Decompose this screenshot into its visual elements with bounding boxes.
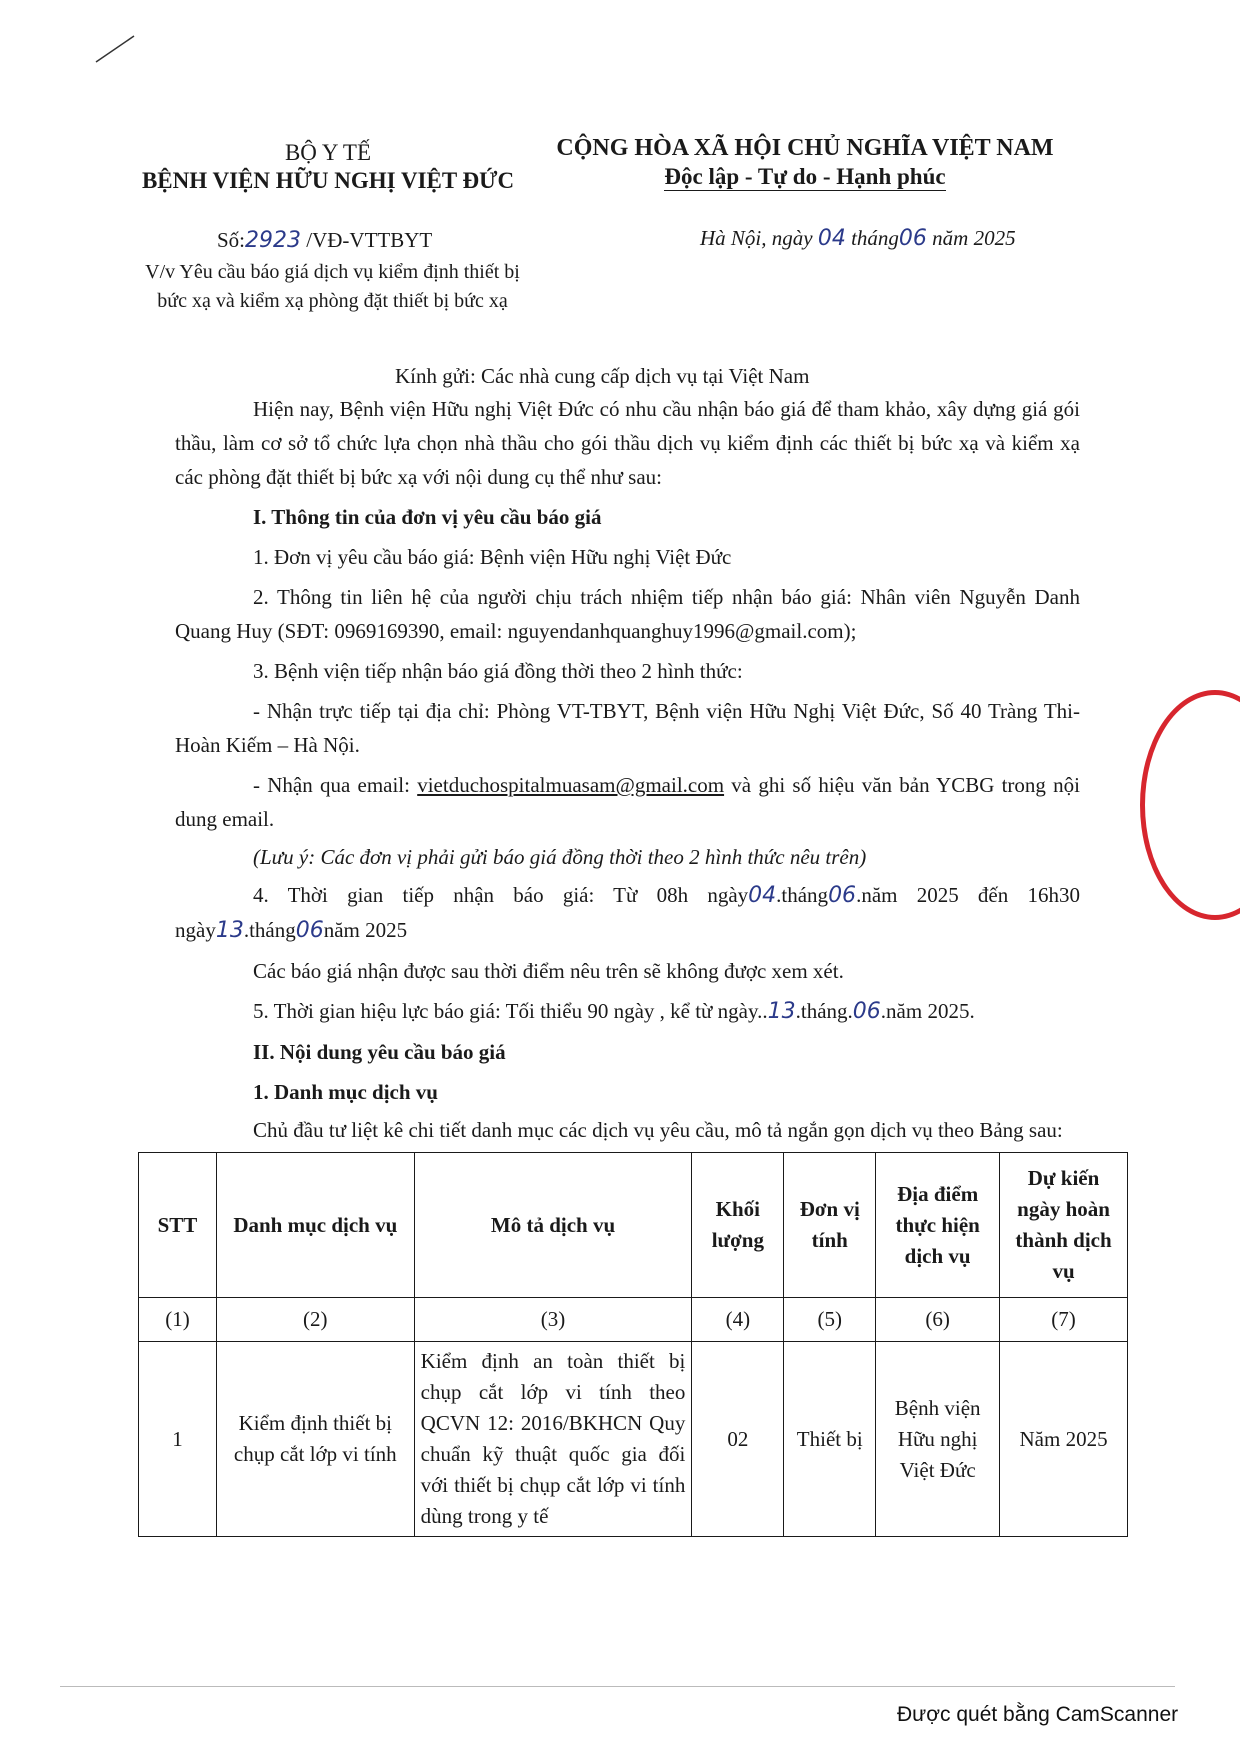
item4 bbox=[175, 878, 1080, 948]
header-unit: Đơn vị tính bbox=[784, 1153, 876, 1298]
pen-mark-icon bbox=[92, 30, 142, 70]
cell-service-description: Kiểm định an toàn thiết bị chụp cắt lớp vi tính theo QCVN 12: 2016/BKHCN Quy chuẩn kỹ thuật quốc gia đối với thiết bị chụp cắt lớp vi tính dùng trong y tế bbox=[414, 1342, 692, 1537]
item4-text-b: .tháng bbox=[776, 883, 829, 907]
table-row bbox=[139, 1342, 1128, 1537]
col-number: (4) bbox=[692, 1298, 784, 1342]
item3b bbox=[175, 768, 1080, 836]
cell-expected-completion: Năm 2025 bbox=[1000, 1342, 1128, 1537]
body-content bbox=[175, 392, 1080, 1147]
date-mid: tháng bbox=[845, 226, 899, 250]
document-subject: V/v Yêu cầu báo giá dịch vụ kiểm định thiết bị bức xạ và kiểm xạ phòng đặt thiết bị bức xạ bbox=[145, 261, 520, 312]
col-number: (1) bbox=[139, 1298, 217, 1342]
item3b-suffix: và ghi số hiệu văn bản YCBG trong nội dung email. bbox=[175, 773, 1080, 831]
item4-text-a: 4. Thời gian tiếp nhận báo giá: Từ 08h ngày bbox=[253, 883, 749, 907]
scan-edge-divider bbox=[60, 1686, 1175, 1687]
item3b-prefix: - Nhận qua email: bbox=[253, 773, 418, 797]
item5-day: 13 bbox=[767, 999, 796, 1024]
item5-month: 06 bbox=[852, 999, 881, 1024]
subsection1-title: 1. Danh mục dịch vụ bbox=[253, 1080, 438, 1104]
item4-month1: 06 bbox=[828, 883, 857, 908]
item4-day1: 04 bbox=[748, 883, 777, 908]
table-header-row bbox=[139, 1153, 1128, 1298]
document-number bbox=[217, 228, 432, 253]
section2-title: II. Nội dung yêu cầu báo giá bbox=[253, 1040, 506, 1064]
ministry-name: BỘ Y TẾ bbox=[284, 140, 372, 165]
country-name: CỘNG HÒA XÃ HỘI CHỦ NGHĨA VIỆT NAM bbox=[556, 135, 1054, 161]
table-intro: Chủ đầu tư liệt kê chi tiết danh mục các dịch vụ yêu cầu, mô tả ngắn gọn dịch vụ theo Bảng sau: bbox=[253, 1118, 1063, 1142]
item4-month2: 06 bbox=[295, 918, 324, 943]
header-location: Địa điểm thực hiện dịch vụ bbox=[876, 1153, 1000, 1298]
col-number: (7) bbox=[1000, 1298, 1128, 1342]
cell-location: Bệnh viện Hữu nghị Việt Đức bbox=[876, 1342, 1000, 1537]
date-suffix: năm 2025 bbox=[926, 226, 1016, 250]
red-stamp-icon bbox=[1140, 690, 1240, 920]
cell-stt: 1 bbox=[139, 1342, 217, 1537]
item5 bbox=[175, 994, 1080, 1029]
doc-no-handwritten: 2923 bbox=[245, 228, 302, 253]
item5-text-c: .năm 2025. bbox=[880, 999, 975, 1023]
camscanner-watermark: Được quét bằng CamScanner bbox=[897, 1703, 1179, 1726]
item4-text-d: .tháng bbox=[243, 918, 296, 942]
item3a: - Nhận trực tiếp tại địa chỉ: Phòng VT-TBYT, Bệnh viện Hữu Nghị Việt Đức, Số 40 Tràng Thi- Hoàn Kiếm – Hà Nội. bbox=[175, 699, 1080, 757]
motto: Độc lập - Tự do - Hạnh phúc bbox=[664, 164, 946, 189]
document-date bbox=[700, 226, 1016, 251]
email-link[interactable]: vietduchospitalmuasam@gmail.com bbox=[417, 773, 725, 797]
col-number: (2) bbox=[216, 1298, 414, 1342]
date-month: 06 bbox=[898, 226, 927, 251]
item1: 1. Đơn vị yêu cầu báo giá: Bệnh viện Hữu nghị Việt Đức bbox=[253, 545, 732, 569]
header-quantity: Khối lượng bbox=[692, 1153, 784, 1298]
header-stt: STT bbox=[139, 1153, 217, 1298]
item4-text-c: .năm 2025 đến 16h30 ngày bbox=[175, 883, 1080, 942]
table-number-row bbox=[139, 1298, 1128, 1342]
doc-no-prefix: Số: bbox=[217, 228, 246, 252]
col-number: (6) bbox=[876, 1298, 1000, 1342]
item2: 2. Thông tin liên hệ của người chịu trách nhiệm tiếp nhận báo giá: Nhân viên Nguyễn Danh Quang Huy (SĐT: 0969169390, email: nguyendanhquanghuy1996@gmail.com); bbox=[175, 585, 1080, 643]
item4-day2: 13 bbox=[215, 918, 244, 943]
date-day: 04 bbox=[817, 226, 846, 251]
cell-unit: Thiết bị bbox=[784, 1342, 876, 1537]
item4-text-e: năm 2025 bbox=[323, 918, 408, 942]
services-table bbox=[138, 1152, 1128, 1537]
greeting: Kính gửi: Các nhà cung cấp dịch vụ tại Việt Nam bbox=[395, 364, 810, 388]
col-number: (5) bbox=[784, 1298, 876, 1342]
date-prefix: Hà Nội, ngày bbox=[700, 226, 818, 250]
cell-service-category: Kiểm định thiết bị chụp cắt lớp vi tính bbox=[216, 1342, 414, 1537]
intro-paragraph: Hiện nay, Bệnh viện Hữu nghị Việt Đức có nhu cầu nhận báo giá để tham khảo, xây dựng giá gói thầu, làm cơ sở tổ chức lựa chọn nhà thầu cho gói thầu dịch vụ kiểm định các thiết bị bức xạ và kiểm xạ các phòng đặt thiết bị bức xạ với nội dung cụ thể như sau: bbox=[175, 397, 1080, 489]
header-service-description: Mô tả dịch vụ bbox=[414, 1153, 692, 1298]
item5-text-a: 5. Thời gian hiệu lực báo giá: Tối thiểu 90 ngày , kể từ ngày.. bbox=[253, 999, 768, 1023]
right-header bbox=[545, 135, 1065, 190]
hospital-name: BỆNH VIỆN HỮU NGHỊ VIỆT ĐỨC bbox=[141, 168, 515, 193]
doc-no-suffix: /VĐ-VTTBYT bbox=[301, 228, 433, 252]
left-header bbox=[118, 140, 538, 194]
col-number: (3) bbox=[414, 1298, 692, 1342]
item5-text-b: .tháng. bbox=[795, 999, 853, 1023]
note: (Lưu ý: Các đơn vị phải gửi báo giá đồng thời theo 2 hình thức nêu trên) bbox=[253, 845, 867, 869]
cell-quantity: 02 bbox=[692, 1342, 784, 1537]
late-note: Các báo giá nhận được sau thời điểm nêu trên sẽ không được xem xét. bbox=[253, 959, 844, 983]
header-service-category: Danh mục dịch vụ bbox=[216, 1153, 414, 1298]
header-expected-completion: Dự kiến ngày hoàn thành dịch vụ bbox=[1000, 1153, 1128, 1298]
section1-title: I. Thông tin của đơn vị yêu cầu báo giá bbox=[253, 505, 602, 529]
item3: 3. Bệnh viện tiếp nhận báo giá đồng thời theo 2 hình thức: bbox=[253, 659, 743, 683]
